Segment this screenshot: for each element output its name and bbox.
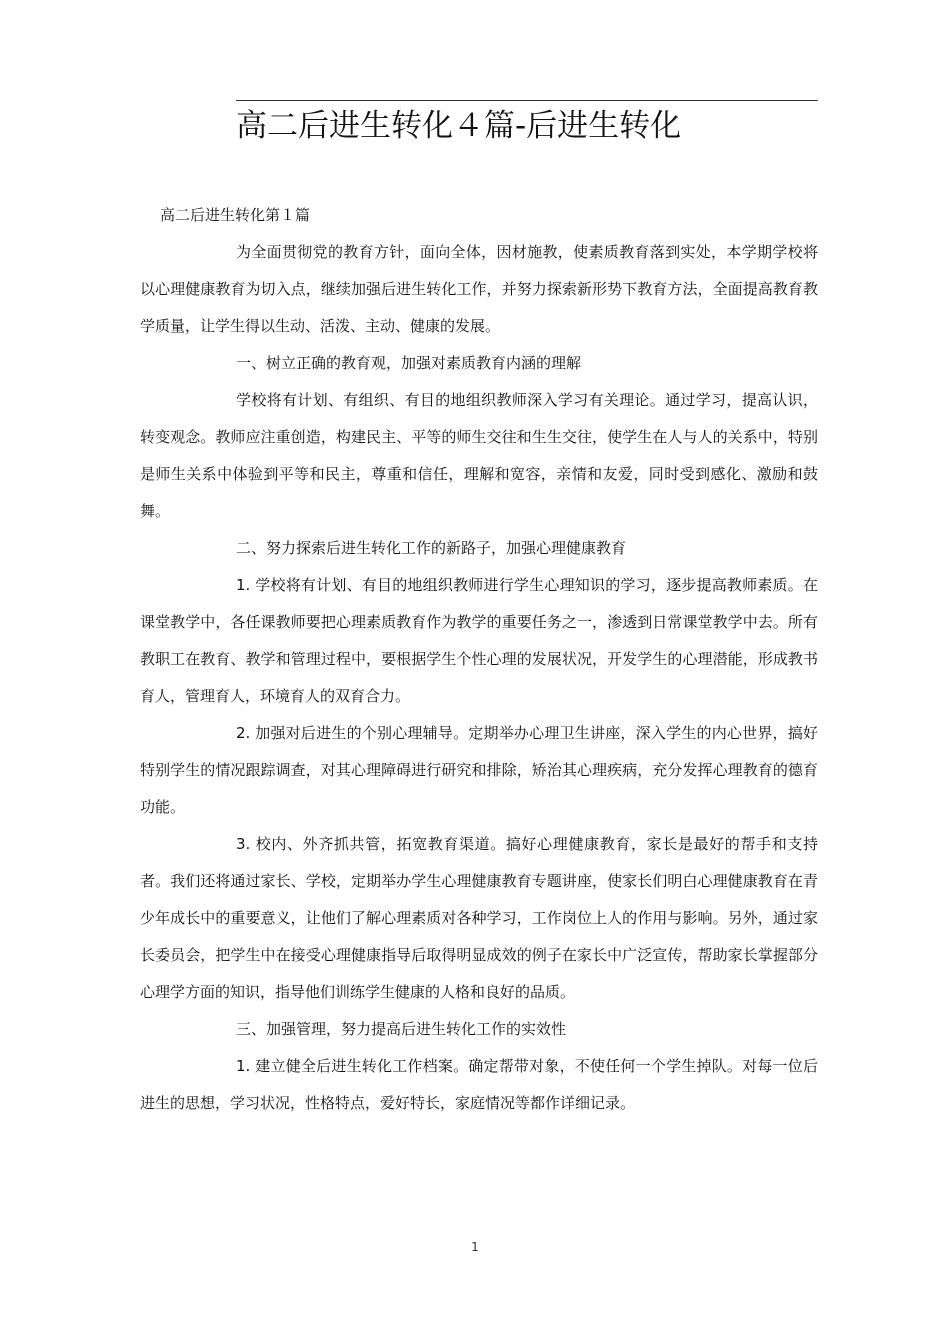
paragraph-intro: 为全面贯彻党的教育方针，面向全体，因材施教，使素质教育落到实处，本学期学校将以心理健康教育为切入点，继续加强后进生转化工作，并努力探索新形势下教育方法，全面提高教育教学质量，让学生得以生动、活泼、主动、健康的发展。 — [140, 243, 818, 335]
section-label: 高二后进生转化第１篇 — [160, 206, 311, 224]
paragraph-2-3: 3. 校内、外齐抓共管，拓宽教育渠道。搞好心理健康教育，家长是最好的帮手和支持者。我们还将通过家长、学校，定期举办学生心理健康教育专题讲座，使家长们明白心理健康教育在青少年成长中的重要意义，让他们了解心理素质对各种学习，工作岗位上人的作用与影响。另外，通过家长委员会，把学生中在接受心理健康指导后取得明显成效的例子在家长中广泛宣传，帮助家长掌握部分心理学方面的知识，指导他们训练学生健康的人格和良好的品质。 — [140, 835, 818, 1001]
title-rule — [236, 100, 818, 101]
document-title: 高二后进生转化４篇-后进生转化 — [236, 108, 682, 144]
paragraph-3-1: 1. 建立健全后进生转化工作档案。确定帮带对象，不使任何一个学生掉队。对每一位后进生的思想，学习状况，性格特点，爱好特长，家庭情况等都作详细记录。 — [140, 1057, 818, 1112]
paragraph-2-2: 2. 加强对后进生的个别心理辅导。定期举办心理卫生讲座，深入学生的内心世界，搞好特别学生的情况跟踪调查，对其心理障碍进行研究和排除，矫治其心理疾病，充分发挥心理教育的德育功能。 — [140, 724, 818, 816]
paragraph-1: 学校将有计划、有组织、有目的地组织教师深入学习有关理论。通过学习，提高认识，转变观念。教师应注重创造，构建民主、平等的师生交往和生生交往，使学生在人与人的关系中，特别是师生关系中体验到平等和民主，尊重和信任，理解和宽容，亲情和友爱，同时受到感化、激励和鼓舞。 — [140, 391, 818, 520]
paragraph-2-1: 1. 学校将有计划、有目的地组织教师进行学生心理知识的学习，逐步提高教师素质。在课堂教学中，各任课教师要把心理素质教育作为教学的重要任务之一，渗透到日常课堂教学中去。所有教职工在教育、教学和管理过程中，要根据学生个性心理的发展状况，开发学生的心理潜能，形成教书育人，管理育人，环境育人的双育合力。 — [140, 576, 818, 705]
document-body — [140, 196, 818, 1122]
heading-3: 三、加强管理，努力提高后进生转化工作的实效性 — [236, 1020, 567, 1038]
heading-2: 二、努力探索后进生转化工作的新路子，加强心理健康教育 — [236, 539, 627, 557]
page-number: 1 — [471, 1240, 479, 1254]
heading-1: 一、树立正确的教育观，加强对素质教育内涵的理解 — [236, 354, 582, 372]
